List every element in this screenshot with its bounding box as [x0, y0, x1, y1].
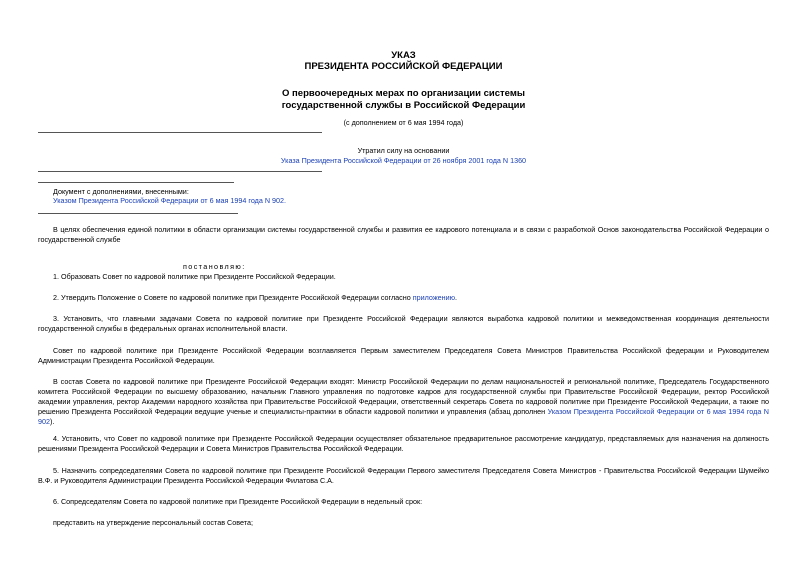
issuer-title: ПРЕЗИДЕНТА РОССИЙСКОЙ ФЕДЕРАЦИИ: [304, 61, 503, 72]
paragraph-3c-end: ).: [50, 417, 55, 426]
subject-line-2: государственной службы в Российской Федерации: [281, 100, 526, 111]
preamble-paragraph: В целях обеспечения единой политики в области организации системы государственной службы и развития ее кадрового потенциала и в связи с разработкой Основ законодательства Российской Федерации о государственной службе: [38, 225, 769, 244]
paragraph-2: [38, 293, 769, 303]
repeal-link[interactable]: Указа Президента Российской Федерации от 26 ноября 2001 года N 1360: [280, 156, 527, 165]
separator-line: [38, 171, 322, 172]
amending-decree-link[interactable]: Указом Президента Российской Федерации от 6 мая 1994 года N 902: [38, 407, 769, 426]
amendments-label: Документ с дополнениями, внесенными:: [53, 187, 189, 196]
paragraph-3: 3. Установить, что главными задачами Совета по кадровой политике при Президенте Российской Федерации являются выработка кадровой политики и межведомственная координация деятельности государственной службы в федеральных органах исполнительной власти.: [38, 314, 769, 333]
appendix-link[interactable]: приложению: [412, 293, 456, 302]
doc-type-title: УКАЗ: [391, 50, 416, 61]
paragraph-6-item: представить на утверждение персональный состав Совета;: [53, 518, 253, 527]
paragraph-3c-text: В состав Совета по кадровой политике при Президенте Российской Федерации входят: Министр Российской Федерации по делам национальностей и региональной политике, Председатель Государственного комитета Российской Федерации по высшему образованию, начальник Главного управления по подготовке кадров для государственной службы при Правительстве Российской Федерации, ректор Российской академии управления, ректор Академии народного хозяйства при Правительстве Российской Федерации, ответственный секретарь Совета по кадровой политике при Президенте Российской Федерации, а также по решению Президента Российской Федерации ведущие ученые и специалисты-практики в области кадровой политики и управления (абзац дополнен: [38, 377, 769, 416]
paragraph-2-end: .: [455, 293, 458, 302]
separator-line: [38, 213, 238, 214]
separator-line: [38, 182, 234, 183]
subject-line-1: О первоочередных мерах по организации системы: [282, 88, 525, 99]
paragraph-3-council-head: Совет по кадровой политике при Президенте Российской Федерации возглавляется Первым заместителем Председателя Совета Министров Правительства Российской федерации и Руководителем Администрации Президента Российской Федерации.: [38, 346, 769, 365]
paragraph-6: 6. Сопредседателям Совета по кадровой политике при Президенте Российской Федерации в недельный срок:: [53, 497, 423, 506]
repeal-label: Утратил силу на основании: [357, 146, 450, 155]
paragraph-1: 1. Образовать Совет по кадровой политике при Президенте Российской Федерации.: [53, 272, 336, 281]
paragraph-5: 5. Назначить сопредседателями Совета по кадровой политике при Президенте Российской Федерации Первого заместителя Председателя Совета Министров - Правительства Российской Федерации Шумейко В.Ф. и Руководителя Администрации Президента Российской Федерации Филатова С.А.: [38, 466, 769, 485]
separator-line: [38, 132, 322, 133]
amendments-link[interactable]: Указом Президента Российской Федерации от 6 мая 1994 года N 902.: [53, 196, 287, 205]
amendment-note: (с дополнением от 6 мая 1994 года): [343, 118, 464, 127]
paragraph-3-council-members: [38, 377, 769, 427]
paragraph-2-text: 2. Утвердить Положение о Совете по кадровой политике при Президенте Российской Федерации согласно: [53, 293, 413, 302]
decree-word: постановляю:: [183, 262, 246, 271]
paragraph-4: 4. Установить, что Совет по кадровой политике при Президенте Российской Федерации осуществляет обязательное предварительное рассмотрение кандидатур, представляемых для назначения на должность решениями Президента Российской Федерации и Совета Министров Правительства Российской Федерации.: [38, 434, 769, 453]
